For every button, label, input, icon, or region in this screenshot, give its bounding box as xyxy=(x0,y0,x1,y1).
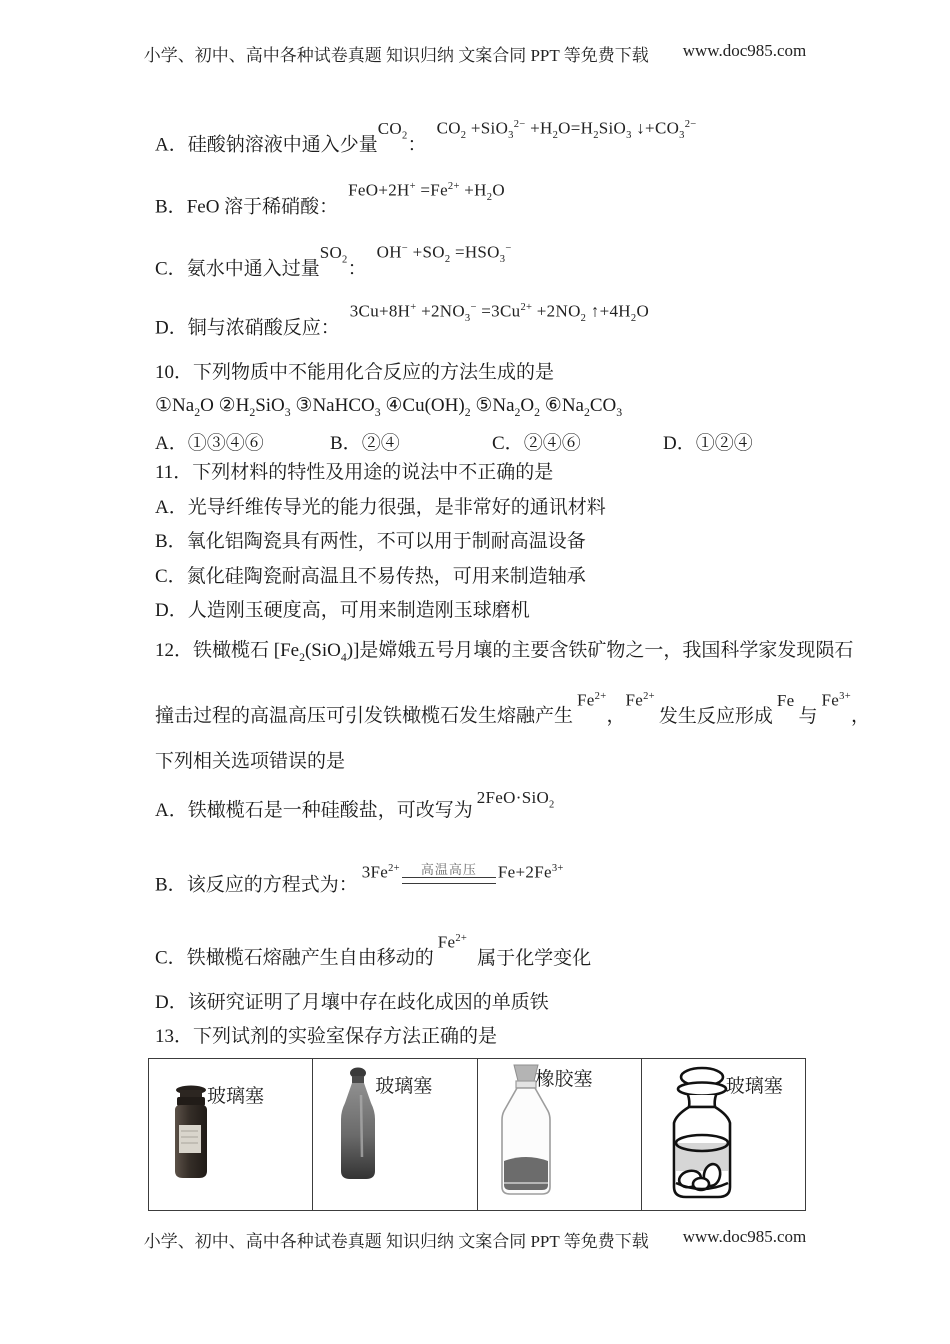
q9-option-c xyxy=(155,242,512,288)
equation: $OH^- +SO_2 =HSO_3^-$ xyxy=(376,242,512,266)
question-text: 下列试剂的实验室保存方法正确的是 xyxy=(193,1026,498,1047)
option-label: A． xyxy=(155,800,188,821)
ion-formula: Fe xyxy=(776,690,795,710)
formula: 2FeO·SiO$_2$ xyxy=(476,788,555,811)
reagent-storage-table xyxy=(148,1058,806,1211)
q11-option-b: B．氧化铝陶瓷具有两性，不可以用于制耐高温设备 xyxy=(155,531,586,552)
q11-option-d: D．人造刚玉硬度高，可用来制造刚玉球磨机 xyxy=(155,600,530,621)
equation-right: $Fe+2Fe^{3+}$ xyxy=(497,862,564,882)
q9-option-d xyxy=(155,301,650,347)
table-cell-a xyxy=(149,1059,313,1210)
option-label: A． xyxy=(155,134,188,156)
q11-stem xyxy=(155,462,553,484)
equation: $FeO+2H^+ =Fe^{2+} +H_2O$ xyxy=(348,180,505,204)
q10-option-c: C．②④⑥ xyxy=(492,433,581,454)
colon: ： xyxy=(407,134,427,156)
double-bond-line xyxy=(402,877,496,884)
header-url: www.doc985.com xyxy=(682,41,807,60)
q10-option-d: D．①②④ xyxy=(663,433,753,454)
q10-option-a: A．①③④⑥ xyxy=(155,433,264,454)
stopper-caption: 玻璃塞 xyxy=(375,1076,433,1097)
ion-formula: $Fe^{3+}$ xyxy=(821,690,851,710)
option-text: 属于化学变化 xyxy=(477,947,592,969)
option-text: 铁橄榄石是一种硅酸盐，可改写为 xyxy=(187,800,473,821)
stem-text: 发生反应形成 xyxy=(658,705,773,727)
comma: ， xyxy=(606,705,626,727)
question-number: 10． xyxy=(155,362,194,383)
stopper-caption: 橡胶塞 xyxy=(535,1069,593,1090)
option-text: 铁橄榄石熔融产生自由移动的 xyxy=(186,947,434,969)
table-cell-c xyxy=(478,1059,642,1210)
option-label: D． xyxy=(155,992,188,1013)
equation-left: $3Fe^{2+}$ xyxy=(361,862,400,882)
stem-text: 撞击过程的高温高压可引发铁橄榄石发生熔融产生 xyxy=(155,705,574,727)
header-text: 小学、初中、高中各种试卷真题 知识归纳 文案合同 PPT 等免费下载 xyxy=(143,46,649,65)
q12-option-c xyxy=(155,932,592,970)
q10-option-b: B．②④ xyxy=(330,433,400,454)
question-number: 13． xyxy=(155,1026,194,1047)
option-label: D． xyxy=(155,317,188,339)
option-label: B． xyxy=(155,874,187,896)
q13-stem xyxy=(155,1026,497,1048)
reaction-condition xyxy=(402,863,496,884)
question-text: 下列材料的特性及用途的说法中不正确的是 xyxy=(192,462,554,483)
footer-url: www.doc985.com xyxy=(682,1227,807,1246)
question-number: 12． xyxy=(155,640,194,661)
q12-option-a xyxy=(155,788,555,829)
stem-text: 与 xyxy=(798,705,818,727)
ion-formula: $Fe^{2+}$ xyxy=(577,690,607,710)
stopper-caption: 玻璃塞 xyxy=(207,1086,265,1107)
option-text: 铜与浓硝酸反应： xyxy=(187,317,340,339)
option-label: C． xyxy=(155,258,187,280)
comma: ， xyxy=(850,705,870,727)
option-label: B． xyxy=(155,196,187,218)
option-label: C． xyxy=(155,947,187,969)
page-header xyxy=(0,41,950,66)
q11-option-a: A．光导纤维传导光的能力很强，是非常好的通讯材料 xyxy=(155,497,606,518)
page-footer xyxy=(0,1227,950,1252)
q12-stem-line3: 下列相关选项错误的是 xyxy=(155,751,346,772)
option-text: FeO 溶于稀硝酸： xyxy=(186,196,339,218)
option-text: 该反应的方程式为： xyxy=(186,874,358,896)
inline-formula: $SO_2$ xyxy=(319,242,348,266)
option-text: 氨水中通入过量 xyxy=(186,258,320,280)
stopper-caption: 玻璃塞 xyxy=(725,1076,783,1097)
q12-stem-line1 xyxy=(155,640,853,669)
q9-option-b xyxy=(155,180,505,226)
option-text: 硅酸钠溶液中通入少量 xyxy=(187,134,378,156)
option-text: 该研究证明了月壤中存在歧化成因的单质铁 xyxy=(187,992,549,1013)
equation: $3Cu+8H^+ +2NO_3^- =3Cu^{2+} +2NO_2$ $↑+4H_2O$ xyxy=(349,301,650,325)
ion-formula: $Fe^{2+}$ xyxy=(625,690,655,710)
q12-option-b xyxy=(155,861,564,897)
table-cell-d xyxy=(642,1059,805,1210)
question-number: 11． xyxy=(155,462,193,483)
q9-option-a xyxy=(155,118,697,164)
q11-option-c: C．氮化硅陶瓷耐高温且不易传热，可用来制造轴承 xyxy=(155,566,586,587)
footer-text: 小学、初中、高中各种试卷真题 知识归纳 文案合同 PPT 等免费下载 xyxy=(143,1232,649,1251)
inline-formula: $CO_2$ xyxy=(377,118,408,142)
question-text: 下列物质中不能用化合反应的方法生成的是 xyxy=(193,362,555,383)
q10-substances: $①Na_2O$ $②H_2SiO_3$ ③NaHCO$_3$ $④Cu(OH)_2$ $⑤Na_2O_2$ $⑥Na_2CO_3$ xyxy=(155,395,623,419)
table-cell-b xyxy=(313,1059,477,1210)
equation: $CO_2 +SiO_3^{2-} +H_2O=H_2SiO_3$ $↓+CO_3^{2-}$ xyxy=(436,118,697,142)
q12-option-d xyxy=(155,992,549,1014)
question-text: 铁橄榄石 $[Fe_2(SiO_4)]$是嫦娥五号月壤的主要含铁矿物之一，我国科学家发现陨石 xyxy=(193,640,854,664)
ion-formula: $Fe^{2+}$ xyxy=(437,932,468,952)
q10-stem xyxy=(155,362,554,384)
colon: ： xyxy=(347,258,367,280)
condition-label: 高温高压 xyxy=(420,861,477,877)
q12-stem-line2 xyxy=(155,690,870,728)
